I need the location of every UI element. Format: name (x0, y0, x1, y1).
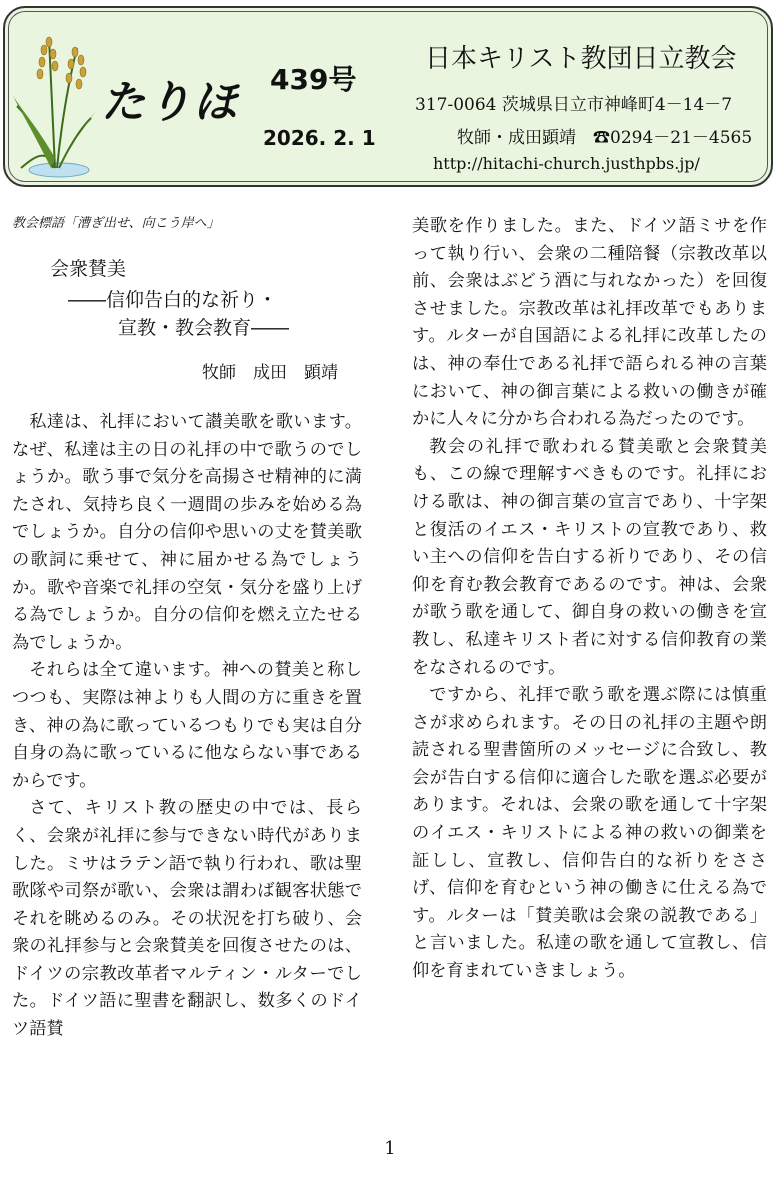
church-address: 317-0064 茨城県日立市神峰町4－14－7 (415, 95, 733, 115)
paragraph: 教会の礼拝で歌われる賛美歌と会衆賛美も、この線で理解すべきものです。礼拝における歌は、神の御言葉の宣言であり、十字架と復活のイエス・キリストの宣教であり、救い主への信仰を告白する祈りであり、その信仰を育む教会教育であるのです。神は、会衆が歌う歌を通して、御自身の救いの働きを宣教し、私達キリスト者に対する信仰教育の業をなされるのです。 (412, 436, 767, 678)
page-number: 1 (384, 1138, 396, 1159)
article-subtitle-line1: ――信仰告白的な祈り・ (68, 289, 278, 311)
issue-number: 439号 (270, 63, 357, 96)
paragraph: さて、キリスト教の歴史の中では、長らく、会衆が礼拝に参与できない時代がありました。ミサはラテン語で執り行われ、歌は聖歌隊や司祭が歌い、会衆は謂わば観客状態でそれを眺めるのみ。その状況を打ち破り、会衆の礼拝参与と会衆賛美を回復させたのは、ドイツの宗教改革者マルティン・ルターでした。ドイツ語に聖書を翻訳し、数多くのドイツ語賛 (12, 798, 362, 1040)
rice-plant-icon (11, 18, 95, 182)
article-author: 牧師 成田 顕靖 (202, 363, 338, 383)
church-name: 日本キリスト教団日立教会 (425, 44, 737, 74)
church-motto: 教会標語「漕ぎ出せ、向こう岸へ」 (12, 216, 220, 231)
paragraph: それらは全て違います。神への賛美と称しつつも、実際は神よりも人間の方に重きを置き、神の為に歌っているつもりでも実は自分自身の為に歌っているに他ならない事であるからです。 (12, 660, 362, 791)
article-column-left (12, 409, 362, 1044)
church-url-link[interactable]: http://hitachi-church.justhpbs.jp/ (433, 154, 700, 173)
newsletter-name: たりほ (101, 77, 239, 128)
paragraph: 美歌を作りました。また、ドイツ語ミサを作って執り行い、会衆の二種陪餐（宗教改革以前、会衆はぶどう酒に与れなかった）を回復させました。宗教改革は礼拝改革でもあります。ルターが自国語による礼拝に改革したのは、神の奉仕である礼拝で語られる神の言葉において、神の御言葉による救いの働きが確かに人々に分かち合われる為だったのです。 (412, 216, 767, 430)
masthead (3, 6, 773, 187)
article-subtitle-line2: 宣教・教会教育―― (118, 317, 290, 339)
article-column-right (412, 213, 767, 986)
paragraph: ですから、礼拝で歌う歌を選ぶ際には慎重さが求められます。その日の礼拝の主題や朗読される聖書箇所のメッセージに合致し、教会が告白する信仰に適合した歌を選ぶ必要があります。それは、会衆の歌を通して十字架のイエス・キリストによる神の救いの御業を証しし、宣教し、信仰告白的な祈りをささげ、信仰を育むという神の働きに仕える為です。ルターは「賛美歌は会衆の説教である」と言いました。私達の歌を通して宣教し、信仰を育まれていきましょう。 (412, 685, 767, 982)
article-title: 会衆賛美 (50, 258, 127, 280)
pastor-phone: 牧師・成田顕靖 ☎0294－21－4565 (457, 128, 753, 148)
paragraph: 私達は、礼拝において讃美歌を歌います。なぜ、私達は主の日の礼拝の中で歌うのでしょうか。歌う事で気分を高揚させ精神的に満たされ、気持ち良く一週間の歩みを始める為でしょうか。自分の信仰や思いの丈を賛美歌の歌詞に乗せて、神に届かせる為でしょうか。歌や音楽で礼拝の空気・気分を盛り上げる為でしょうか。自分の信仰を燃え立たせる為でしょうか。 (12, 412, 362, 653)
issue-date: 2026. 2. 1 (263, 126, 376, 150)
